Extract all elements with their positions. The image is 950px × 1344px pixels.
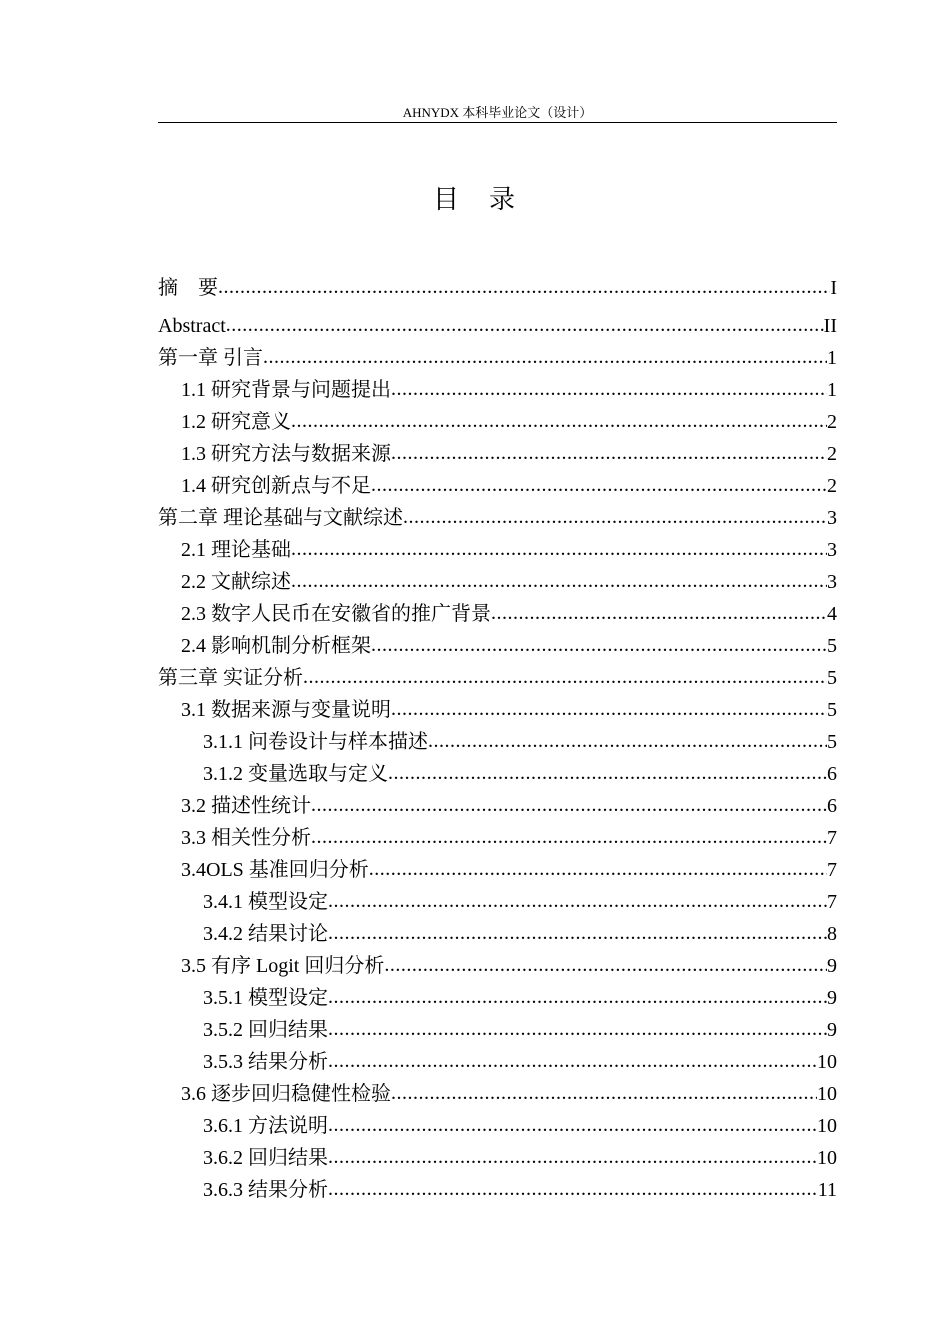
toc-entry-title: 3.1.2 变量选取与定义 [203, 763, 388, 785]
toc-entry-page-number: 1 [827, 347, 837, 369]
toc-entry-title: 2.4 影响机制分析框架 [181, 635, 371, 657]
toc-entry[interactable] [158, 726, 837, 758]
toc-leader-dots [391, 1077, 817, 1109]
toc-leader-dots [328, 1045, 817, 1077]
toc-entry[interactable] [158, 406, 837, 438]
toc-entry-title: 3.4.2 结果讨论 [203, 923, 328, 945]
toc-entry-page-number: 10 [817, 1083, 837, 1105]
toc-entry-page-number: 5 [827, 699, 837, 721]
toc-entry-page-number: 10 [817, 1147, 837, 1169]
toc-entry-page-number: 6 [827, 795, 837, 817]
toc-entry[interactable] [158, 502, 837, 534]
toc-entry-page-number: 7 [827, 891, 837, 913]
toc-entry-title: 2.1 理论基础 [181, 539, 291, 561]
toc-entry[interactable] [158, 534, 837, 566]
toc-leader-dots [328, 917, 827, 949]
toc-title: 目 录 [432, 185, 517, 214]
toc-entry-page-number: II [823, 315, 837, 337]
toc-entry[interactable] [158, 918, 837, 950]
toc-leader-dots [218, 271, 830, 303]
page-header-text: AHNYDX 本科毕业论文（设计） [402, 105, 593, 120]
toc-entry-title: 3.6 逐步回归稳健性检验 [181, 1083, 391, 1105]
toc-leader-dots [328, 1013, 827, 1045]
toc-leader-dots [311, 789, 827, 821]
toc-entry[interactable] [158, 694, 837, 726]
toc-entry[interactable] [158, 790, 837, 822]
toc-leader-dots [291, 533, 827, 565]
toc-entry-title: 第三章 实证分析 [158, 667, 303, 689]
toc-leader-dots [263, 341, 827, 373]
toc-entry-page-number: 10 [817, 1051, 837, 1073]
toc-entry[interactable] [158, 438, 837, 470]
toc-entry-page-number: 9 [827, 987, 837, 1009]
toc-entry-page-number: 2 [827, 443, 837, 465]
toc-leader-dots [403, 501, 827, 533]
toc-entry-title: Abstract [158, 315, 226, 337]
toc-entry[interactable] [158, 1142, 837, 1174]
toc-entry-title: 3.4OLS 基准回归分析 [181, 859, 369, 881]
toc-leader-dots [311, 821, 827, 853]
toc-entry-title: 1.3 研究方法与数据来源 [181, 443, 391, 465]
toc-entry-title: 第二章 理论基础与文献综述 [158, 507, 403, 529]
toc-entry[interactable] [158, 1110, 837, 1142]
toc-leader-dots [291, 565, 827, 597]
toc-leader-dots [371, 629, 827, 661]
toc-entry-page-number: 11 [817, 1179, 837, 1201]
toc-entry-title: 1.1 研究背景与问题提出 [181, 379, 391, 401]
toc-entry-page-number: 5 [827, 667, 837, 689]
toc-entry-page-number: 2 [827, 411, 837, 433]
toc-leader-dots [328, 981, 827, 1013]
toc-entry-page-number: 6 [827, 763, 837, 785]
toc-leader-dots [328, 1141, 817, 1173]
toc-leader-dots [328, 1109, 817, 1141]
toc-leader-dots [428, 725, 827, 757]
toc-entry[interactable] [158, 758, 837, 790]
toc-entry-title: 3.5 有序 Logit 回归分析 [181, 955, 385, 977]
toc-entry-title: 3.5.3 结果分析 [203, 1051, 328, 1073]
toc-entry-page-number: 9 [827, 1019, 837, 1041]
toc-entry-title: 3.4.1 模型设定 [203, 891, 328, 913]
toc-entry[interactable] [158, 374, 837, 406]
toc-leader-dots [303, 661, 827, 693]
toc-entry-page-number: 2 [827, 475, 837, 497]
toc-entry[interactable] [158, 1078, 837, 1110]
toc-entry-page-number: 7 [827, 859, 837, 881]
toc-entry[interactable] [158, 982, 837, 1014]
toc-leader-dots [384, 949, 827, 981]
toc-leader-dots [371, 469, 827, 501]
toc-entry[interactable] [158, 470, 837, 502]
toc-entry[interactable] [158, 598, 837, 630]
toc-entry[interactable] [158, 342, 837, 374]
toc-entry[interactable] [158, 822, 837, 854]
toc-entry[interactable] [158, 950, 837, 982]
toc-entry-page-number: 3 [827, 507, 837, 529]
toc-leader-dots [328, 885, 827, 917]
toc-leader-dots [491, 597, 827, 629]
toc-entry[interactable] [158, 272, 837, 310]
toc-entry[interactable] [158, 630, 837, 662]
toc-entry-page-number: 3 [827, 539, 837, 561]
toc-entry[interactable] [158, 662, 837, 694]
toc-entry[interactable] [158, 1174, 837, 1206]
toc-entry-page-number: 9 [827, 955, 837, 977]
toc-entry-title: 3.3 相关性分析 [181, 827, 311, 849]
toc-leader-dots [391, 373, 827, 405]
toc-entry-title: 1.2 研究意义 [181, 411, 291, 433]
toc-leader-dots [226, 309, 824, 341]
toc-leader-dots [391, 437, 827, 469]
toc-entry-page-number: 3 [827, 571, 837, 593]
toc-entry[interactable] [158, 1014, 837, 1046]
toc-entry-page-number: 8 [827, 923, 837, 945]
toc-entry-title: 摘 要 [158, 277, 218, 299]
toc-entry-page-number: 5 [827, 635, 837, 657]
toc-leader-dots [388, 757, 827, 789]
toc-entry[interactable] [158, 1046, 837, 1078]
toc-entry-page-number: 10 [817, 1115, 837, 1137]
toc-entry-title: 2.3 数字人民币在安徽省的推广背景 [181, 603, 491, 625]
toc-entry-title: 3.6.2 回归结果 [203, 1147, 328, 1169]
toc-entry-title: 3.2 描述性统计 [181, 795, 311, 817]
toc-entry-title: 3.1.1 问卷设计与样本描述 [203, 731, 428, 753]
toc-entry-page-number: 1 [827, 379, 837, 401]
toc-leader-dots [391, 693, 827, 725]
toc-entry-title: 2.2 文献综述 [181, 571, 291, 593]
toc-entry-title: 3.6.3 结果分析 [203, 1179, 328, 1201]
page-header [158, 104, 837, 123]
table-of-contents [158, 272, 837, 1206]
toc-entry[interactable] [158, 310, 837, 342]
toc-entry-page-number: 5 [827, 731, 837, 753]
toc-entry-title: 3.5.1 模型设定 [203, 987, 328, 1009]
toc-entry-title: 1.4 研究创新点与不足 [181, 475, 371, 497]
toc-leader-dots [369, 853, 827, 885]
toc-entry-title: 第一章 引言 [158, 347, 263, 369]
toc-entry[interactable] [158, 854, 837, 886]
toc-entry-title: 3.5.2 回归结果 [203, 1019, 328, 1041]
toc-entry-title: 3.6.1 方法说明 [203, 1115, 328, 1137]
toc-entry-page-number: 4 [827, 603, 837, 625]
toc-entry[interactable] [158, 886, 837, 918]
toc-entry-page-number: I [830, 277, 837, 299]
toc-entry-page-number: 7 [827, 827, 837, 849]
toc-entry-title: 3.1 数据来源与变量说明 [181, 699, 391, 721]
toc-entry[interactable] [158, 566, 837, 598]
toc-leader-dots [291, 405, 827, 437]
toc-leader-dots [328, 1173, 818, 1205]
